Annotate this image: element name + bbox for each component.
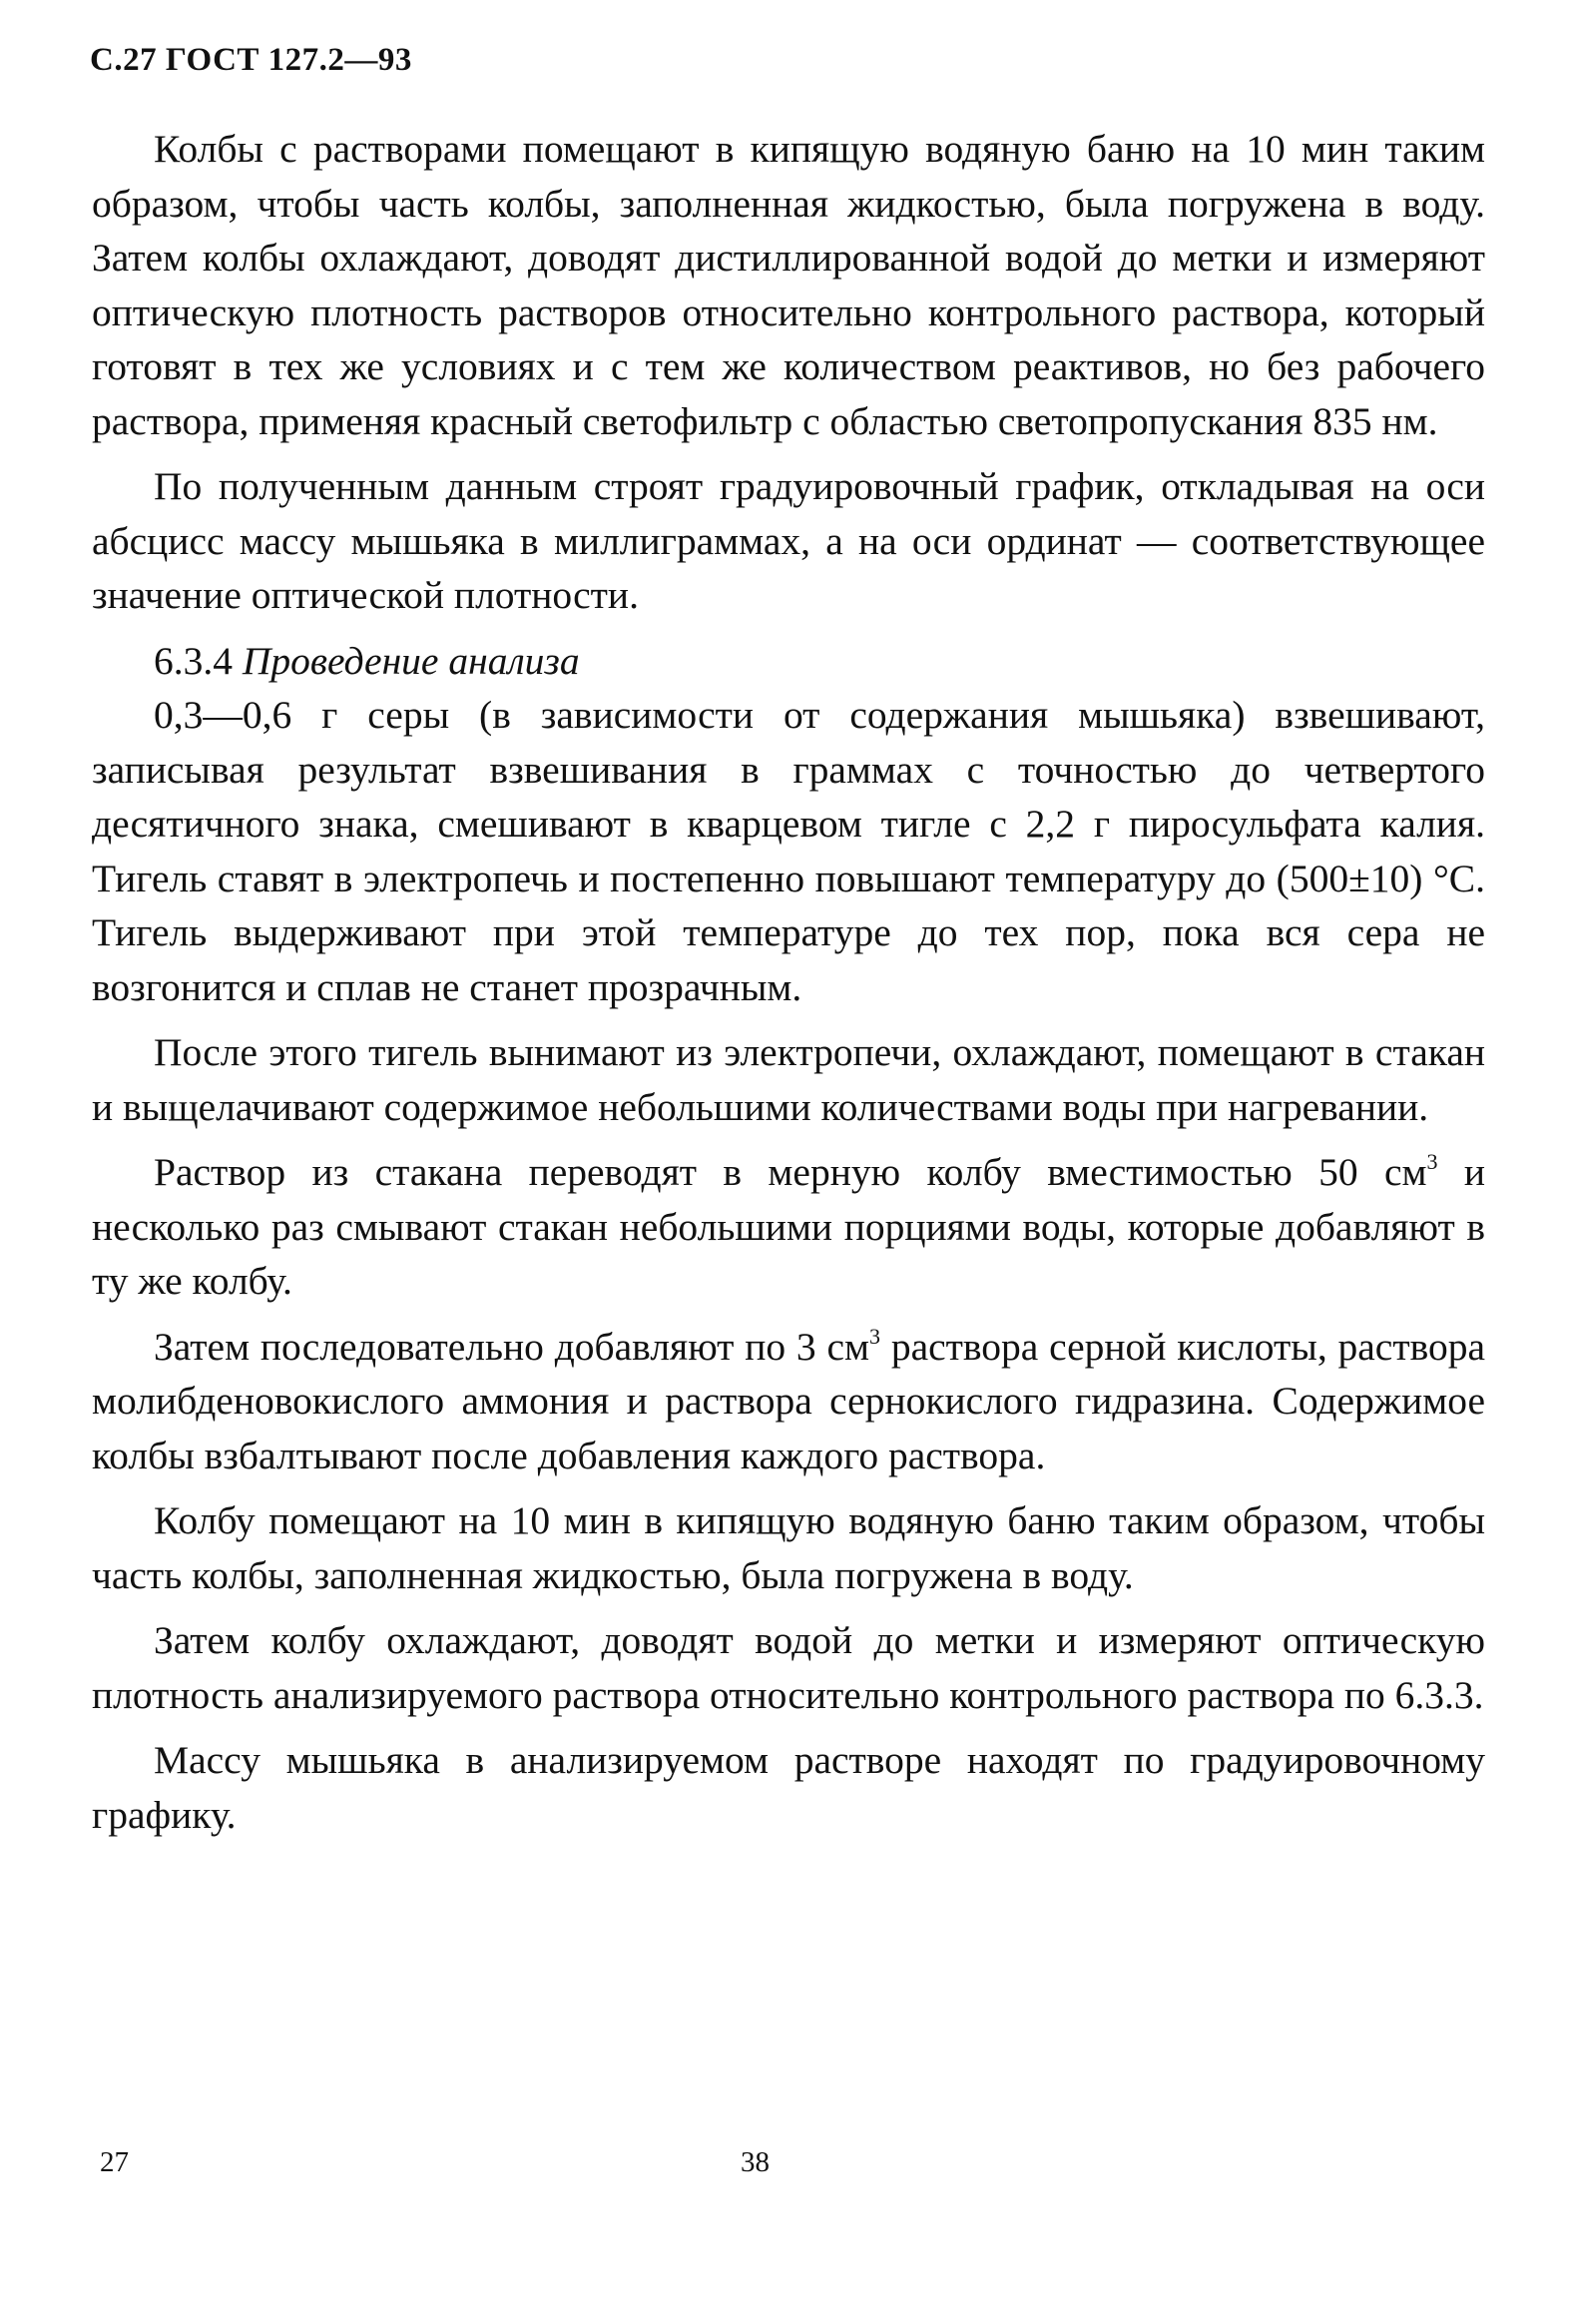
paragraph-calibration-heating: Колбы с растворами помещают в кипящую водяную баню на 10 мин таким образом, чтобы часть колбы, заполненная жидкостью, была погружена в воду. Затем колбы охлаждают, доводят дистиллированной водой до метки и измеряют оптическую плотность растворов относительно контрольного раствора, который готовят в тех же условиях и с тем же количеством реактивов, но без рабочего раствора, применяя красный светофильтр с областью светопропускания 835 нм. (92, 127, 1485, 443)
paragraph-measurement: Затем колбу охлаждают, доводят водой до метки и измеряют оптическую плотность анализируемого раствора относительно контрольного раствора по 6.3.3. (92, 1618, 1485, 1717)
document-body (92, 122, 1485, 1853)
section-heading (92, 634, 1485, 689)
running-head: С.27 ГОСТ 127.2—93 (90, 42, 412, 78)
paragraph-reagents-text-b: раствора серной кислоты, раствора молибденовокислого аммония и раствора сернокислого гидразина. Содержимое колбы взбалтывают после добавления каждого раствора. (92, 1324, 1485, 1477)
section-number: 6.3.4 (154, 638, 233, 683)
paragraph-reagents (92, 1320, 1485, 1483)
paragraph-reagents-text-a: Затем последовательно добавляют по 3 см (154, 1324, 870, 1369)
paragraph-transfer-text-a: Раствор из стакана переводят в мерную колбу вместимостью 50 см (154, 1150, 1427, 1194)
superscript-cubic: 3 (869, 1323, 881, 1349)
paragraph-transfer (92, 1145, 1485, 1309)
footer-page-number-center: 38 (741, 2146, 770, 2178)
paragraph-leaching: После этого тигель вынимают из электропечи, охлаждают, помещают в стакан и выщелачивают содержимое небольшими количествами воды при нагревании. (92, 1030, 1485, 1129)
paragraph-boiling-bath: Колбу помещают на 10 мин в кипящую водяную баню таким образом, чтобы часть колбы, заполненная жидкостью, была погружена в воду. (92, 1498, 1485, 1597)
footer-page-number-left: 27 (100, 2146, 129, 2178)
superscript-cubic: 3 (1426, 1149, 1438, 1174)
paragraph-weighing: 0,3—0,6 г серы (в зависимости от содержания мышьяка) взвешивают, записывая результат взвешивания в граммах с точностью до четвертого десятичного знака, смешивают в кварцевом тигле с 2,2 г пиросульфата калия. Тигель ставят в электропечь и постепенно повышают температуру до (500±10) °С. Тигель выдерживают при этой температуре до тех пор, пока вся сера не возгонится и сплав не станет прозрачным. (92, 693, 1485, 1009)
paragraph-transfer-text-b: и несколько раз смывают стакан небольшими порциями воды, которые добавляют в ту же колбу. (92, 1150, 1485, 1303)
section-title: Проведение анализа (242, 638, 580, 683)
paragraph-calibration-graph: По полученным данным строят градуировочный график, откладывая на оси абсцисс массу мышьяка в миллиграммах, а на оси ординат — соответствующее значение оптической плотности. (92, 464, 1485, 617)
paragraph-result: Массу мышьяка в анализируемом растворе находят по градуировочному графику. (92, 1738, 1485, 1837)
